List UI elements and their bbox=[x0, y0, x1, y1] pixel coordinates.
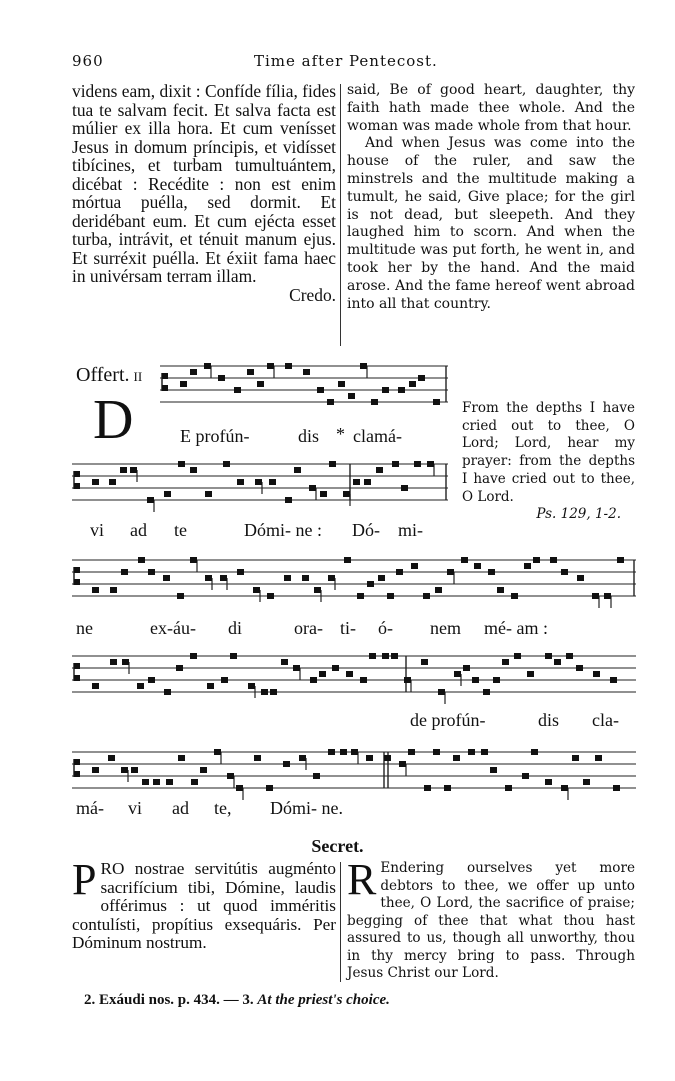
footnote bbox=[84, 992, 644, 1009]
gospel-english-p1: said, Be of good heart, daughter, thy faith hath made thee whole. And the woman was made whole from that hour. bbox=[347, 82, 635, 134]
lyric-syllable: cla- bbox=[592, 710, 619, 730]
offertory-label-text: Offert. bbox=[76, 364, 130, 386]
offertory-translation-text: From the depths I have cried out to thee, O Lord; Lord, hear my prayer: from the depths I have cried out to thee, O Lord. bbox=[462, 400, 635, 505]
lyric-syllable: ad bbox=[130, 520, 147, 540]
lyric-syllable: ex-áu- bbox=[150, 618, 196, 638]
psalm-reference: Ps. 129, 1-2. bbox=[536, 506, 621, 523]
lyric-syllable: mi- bbox=[398, 520, 423, 540]
lyric-syllable: ti- bbox=[340, 618, 356, 638]
secret-latin-initial: P bbox=[72, 855, 97, 904]
secret-column-divider bbox=[340, 862, 341, 982]
lyric-syllable: Dómi- ne : bbox=[244, 520, 322, 540]
lyric-syllable: má- bbox=[76, 798, 104, 818]
lyric-syllable: ó- bbox=[378, 618, 393, 638]
lyric-syllable: dis bbox=[298, 426, 320, 446]
lyric-syllable: ad bbox=[172, 798, 189, 818]
lyric-syllable: mé- am : bbox=[484, 618, 548, 638]
lyric-syllable: di bbox=[228, 618, 243, 638]
offertory-translation bbox=[462, 400, 635, 524]
offertory-initial: D bbox=[93, 389, 134, 451]
footnote-part2: At the priest's choice. bbox=[257, 992, 390, 1008]
lyric-syllable: te bbox=[174, 520, 187, 540]
credo-label: Credo. bbox=[289, 284, 336, 305]
page-number: 960 bbox=[72, 52, 104, 70]
lyric-syllable: Dómi- ne. bbox=[270, 798, 343, 818]
lyric-syllable: ora- bbox=[294, 618, 323, 638]
secret-latin bbox=[72, 855, 336, 953]
footnote-part1: 2. Exáudi nos. p. 434. — 3. bbox=[84, 992, 254, 1008]
lyric-syllable: de profún- bbox=[410, 710, 486, 730]
gospel-latin-text: videns eam, dixit : Confíde fília, fides tua te salvam fecit. Et salva facta est múlier ex illa hora. Et cum venísset Jesus in domum príncipis, et vidísset tibícines, et turbam tumultuántem, dicébat : Recédite : non est enim mórtua puélla, sed dormit. Et deridébant eum. Et cum ejécta esset turba, intrávit, et ténuit manum ejus. Et surréxit puélla. Et éxiit fama haec in univérsam terram illam. bbox=[72, 81, 336, 286]
lyric-syllable: nem bbox=[430, 618, 461, 638]
secret-english-text: Endering ourselves yet more debtors to thee, we offer up unto thee, O Lord, the sacrifice of praise; begging of thee that what thou hast assured to us, though all unworthy, thou in thy mercy bring to pass. Through Jesus Christ our Lord. bbox=[347, 860, 635, 981]
lyric-syllable: te, bbox=[214, 798, 232, 818]
secret-heading: Secret. bbox=[311, 836, 364, 856]
lyric-syllable: vi bbox=[128, 798, 143, 818]
lyric-syllable: ne bbox=[76, 618, 93, 638]
lyric-syllable: vi bbox=[90, 520, 105, 540]
secret-english bbox=[347, 855, 635, 983]
lyric-syllable: Dó- bbox=[352, 520, 380, 540]
secret-latin-text: RO nostrae servitútis augménto sacrifícium tibi, Dómine, laudis offérimus : ut quod imméritis contulísti, propítius exsequáris. Per Dóminum nostrum. bbox=[72, 859, 336, 953]
secret-english-initial: R bbox=[347, 855, 377, 904]
lyric-asterisk: * bbox=[336, 424, 345, 444]
gospel-english-p2: And when Jesus was come into the house of the ruler, and saw the minstrels and the multitude making a tumult, he said, Give place; for the girl is not dead, but sleepeth. And they laughed him to scorn. And when the multitude was put forth, he went in, and took her by the hand. And the maid arose. And the fame hereof went abroad into all that country. bbox=[347, 135, 635, 312]
running-title: Time after Pentecost. bbox=[254, 52, 438, 70]
lyric-syllable: clamá- bbox=[353, 426, 402, 446]
lyric-syllable: dis bbox=[538, 710, 560, 730]
offertory-mode: II bbox=[133, 369, 143, 384]
lyric-syllable: E profún- bbox=[180, 426, 250, 446]
